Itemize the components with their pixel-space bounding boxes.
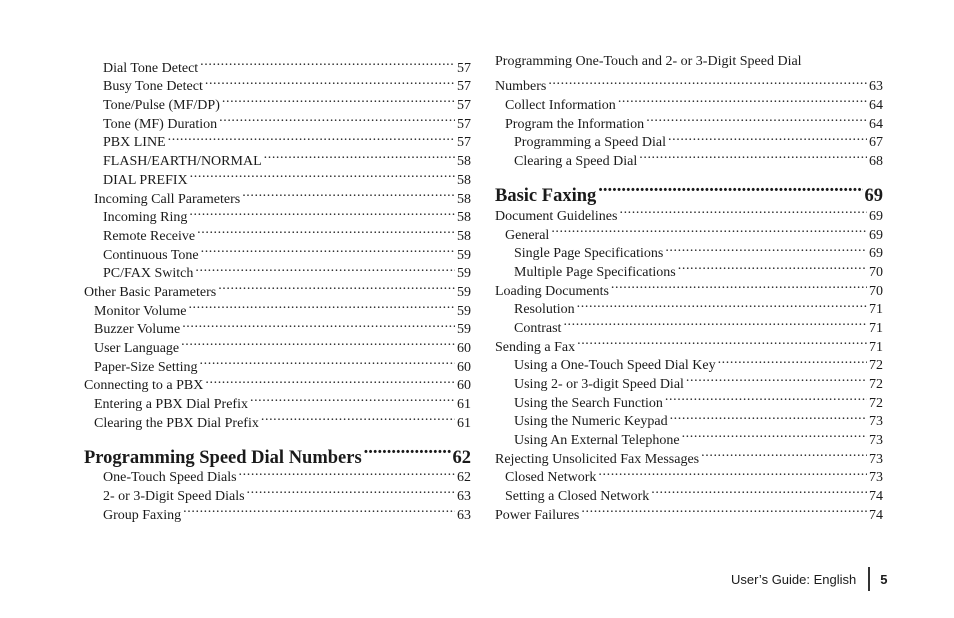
- dot-leader: [598, 171, 862, 201]
- toc-entry-page-number: 74: [869, 507, 883, 523]
- toc-entry-title: Programming One-Touch and 2- or 3-Digit Speed Dial: [495, 54, 802, 69]
- toc-entry-page-number: 57: [457, 60, 471, 76]
- dot-leader: [219, 109, 455, 128]
- dot-leader: [639, 146, 867, 165]
- toc-entry-title: Using a One-Touch Speed Dial Key: [514, 358, 716, 374]
- toc-entry-title: Monitor Volume: [94, 303, 187, 319]
- toc-entry[interactable]: [495, 72, 883, 95]
- toc-entry-title: PC/FAX Switch: [103, 266, 194, 282]
- dot-leader: [197, 221, 455, 240]
- footer-divider: [868, 567, 870, 591]
- toc-entry-page-number: 57: [457, 79, 471, 95]
- toc-entry-page-number: 60: [457, 359, 471, 375]
- toc-entry-page-number: 60: [457, 378, 471, 394]
- dot-leader: [188, 296, 455, 315]
- dot-leader: [611, 276, 867, 295]
- toc-entry-page-number: 72: [869, 358, 883, 374]
- dot-leader: [181, 333, 455, 352]
- dot-leader: [548, 72, 867, 91]
- toc-entry-page-number: 69: [869, 227, 883, 243]
- toc-entry-title: Resolution: [514, 302, 575, 318]
- toc-entry-title: Numbers: [495, 79, 547, 95]
- dot-leader: [668, 128, 867, 147]
- toc-entry-title: Closed Network: [505, 470, 597, 486]
- dot-leader: [618, 90, 867, 109]
- toc-entry-page-number: 61: [457, 415, 471, 431]
- dot-leader: [168, 128, 455, 147]
- toc-entry-page-number: 59: [457, 266, 471, 282]
- dot-leader: [682, 425, 867, 444]
- toc-entry-page-number: 71: [869, 302, 883, 318]
- toc-entry-title: Incoming Call Parameters: [94, 191, 241, 207]
- dot-leader: [200, 53, 455, 72]
- toc-section-heading[interactable]: [84, 433, 471, 468]
- toc-entry-page-number: 73: [869, 451, 883, 467]
- toc-entry[interactable]: [495, 90, 883, 114]
- toc-entry-title: Programming Speed Dial Numbers: [84, 447, 362, 468]
- dot-leader: [182, 315, 455, 334]
- toc-entry-page-number: 69: [869, 246, 883, 262]
- toc-entry-page-number: 59: [457, 284, 471, 300]
- toc-section-heading[interactable]: [495, 171, 883, 207]
- toc-entry-title: Remote Receive: [103, 228, 196, 244]
- dot-leader: [222, 90, 455, 109]
- toc-entry-title: User Language: [94, 341, 180, 356]
- dot-leader: [190, 165, 455, 184]
- dot-leader: [577, 295, 867, 314]
- dot-leader: [250, 389, 455, 408]
- guide-label: User’s Guide: English: [731, 571, 857, 587]
- dot-leader: [646, 109, 867, 128]
- toc-entry-page-number: 69: [864, 186, 883, 207]
- toc-entry-page-number: 58: [457, 172, 471, 188]
- toc-entry[interactable]: [495, 220, 883, 243]
- dot-leader: [678, 257, 867, 276]
- toc-right-column: [495, 53, 883, 523]
- toc-entry[interactable]: [84, 53, 471, 76]
- toc-entry-title: Contrast: [514, 320, 562, 336]
- toc-entry-page-number: 62: [457, 470, 471, 486]
- toc-entry-page-number: 70: [869, 264, 883, 280]
- dot-leader: [183, 500, 455, 519]
- toc-entry-page-number: 58: [457, 228, 471, 244]
- toc-entry-title: Incoming Ring: [103, 210, 188, 226]
- toc-entry[interactable]: [495, 239, 883, 262]
- dot-leader: [581, 500, 867, 519]
- dot-leader: [195, 259, 455, 278]
- dot-leader: [261, 408, 455, 427]
- toc-entry-title: Single Page Specifications: [514, 246, 664, 262]
- toc-entry-title: Using 2- or 3-digit Speed Dial: [514, 377, 684, 392]
- toc-entry-page-number: 60: [457, 341, 471, 356]
- toc-entry-page-number: 59: [457, 322, 471, 338]
- toc-left-column: [84, 53, 471, 523]
- toc-entry-page-number: 73: [869, 470, 883, 486]
- toc-entry-page-number: 67: [869, 135, 883, 151]
- toc-entry-title: Entering a PBX Dial Prefix: [94, 397, 248, 413]
- toc-entry-page-number: 63: [869, 79, 883, 95]
- page-footer: [731, 568, 887, 590]
- toc-entry[interactable]: [495, 53, 883, 72]
- toc-entry-title: Using An External Telephone: [514, 433, 680, 449]
- toc-entry-page-number: 73: [869, 433, 883, 449]
- toc-entry-title: Program the Information: [505, 116, 645, 132]
- toc-entry-title: Tone/Pulse (MF/DP): [103, 98, 220, 114]
- toc-entry-title: Using the Numeric Keypad: [514, 414, 668, 430]
- toc-entry-title: Setting a Closed Network: [505, 489, 650, 505]
- toc-entry-page-number: 59: [457, 303, 471, 319]
- dot-leader: [686, 369, 867, 388]
- toc-entry-page-number: 63: [457, 489, 471, 505]
- toc-entry-title: Document Guidelines: [495, 208, 618, 224]
- toc-entry-page-number: 72: [869, 395, 883, 411]
- toc-entry-page-number: 69: [869, 208, 883, 224]
- toc-entry-title: Buzzer Volume: [94, 322, 181, 338]
- dot-leader: [189, 203, 455, 222]
- dot-leader: [247, 481, 455, 500]
- toc-entry-title: Dial Tone Detect: [103, 60, 199, 76]
- toc-entry-title: Multiple Page Specifications: [514, 264, 676, 280]
- dot-leader: [205, 72, 455, 91]
- toc-entry-title: One-Touch Speed Dials: [103, 470, 237, 486]
- dot-leader: [665, 388, 867, 407]
- toc-entry-page-number: 57: [457, 135, 471, 151]
- toc-entry-page-number: 72: [869, 377, 883, 392]
- toc-entry-title: FLASH/EARTH/NORMAL: [103, 154, 262, 170]
- toc-entry-title: Connecting to a PBX: [84, 378, 204, 394]
- toc-entry-page-number: 58: [457, 154, 471, 170]
- dot-leader: [242, 184, 455, 203]
- toc-entry-page-number: 59: [457, 247, 471, 263]
- dot-leader: [619, 201, 867, 220]
- dot-leader: [701, 444, 867, 463]
- page-number: 5: [880, 571, 888, 587]
- toc-entry-title: 2- or 3-Digit Speed Dials: [103, 489, 245, 505]
- toc-entry-title: Basic Faxing: [495, 186, 597, 207]
- toc-entry-page-number: 62: [452, 447, 471, 468]
- dot-leader: [264, 146, 455, 165]
- dot-leader: [218, 277, 455, 296]
- toc-entry-page-number: 58: [457, 191, 471, 207]
- toc-entry-title: Power Failures: [495, 507, 580, 523]
- dot-leader: [665, 239, 867, 258]
- toc-entry-title: Clearing a Speed Dial: [514, 154, 638, 170]
- dot-leader: [201, 240, 455, 259]
- toc-entry-page-number: 57: [457, 98, 471, 114]
- toc-entry-title: Busy Tone Detect: [103, 79, 203, 95]
- dot-leader: [670, 407, 867, 426]
- toc-entry-page-number: 71: [869, 320, 883, 336]
- dot-leader: [598, 463, 867, 482]
- toc-entry-title: General: [505, 227, 550, 243]
- toc-entry-page-number: 57: [457, 116, 471, 132]
- dot-leader: [239, 463, 455, 482]
- toc-entry-page-number: 68: [869, 154, 883, 170]
- dot-leader: [364, 433, 451, 463]
- toc-entry-title: Paper-Size Setting: [94, 359, 198, 375]
- dot-leader: [718, 351, 867, 370]
- toc-entry-page-number: 63: [457, 507, 471, 523]
- dot-leader: [577, 332, 867, 351]
- dot-leader: [651, 481, 867, 500]
- dot-leader: [551, 220, 867, 239]
- toc-entry-page-number: 61: [457, 397, 471, 413]
- dot-leader: [563, 313, 867, 332]
- toc-entry-page-number: 74: [869, 489, 883, 505]
- toc-entry-title: Sending a Fax: [495, 339, 576, 355]
- toc-entry-title: Collect Information: [505, 98, 616, 114]
- toc-entry-page-number: 64: [869, 116, 883, 132]
- dot-leader: [205, 371, 455, 390]
- toc-entry-title: Loading Documents: [495, 283, 609, 299]
- toc-entry-page-number: 71: [869, 339, 883, 355]
- toc-entry-page-number: 64: [869, 98, 883, 114]
- toc-entry-title: Using the Search Function: [514, 395, 663, 411]
- toc-entry-title: Rejecting Unsolicited Fax Messages: [495, 451, 700, 467]
- dot-leader: [200, 352, 455, 371]
- toc-entry-title: PBX LINE: [103, 135, 166, 151]
- toc-entry-page-number: 58: [457, 210, 471, 226]
- toc-entry-title: Group Faxing: [103, 507, 182, 523]
- toc-entry-title: Continuous Tone: [103, 247, 199, 263]
- toc-entry-page-number: 73: [869, 414, 883, 430]
- toc-entry-title: Programming a Speed Dial: [514, 135, 667, 151]
- toc-entry-title: Other Basic Parameters: [84, 284, 217, 300]
- toc-entry-title: DIAL PREFIX: [103, 172, 188, 188]
- toc-entry-title: Clearing the PBX Dial Prefix: [94, 415, 259, 431]
- toc-entry-title: Tone (MF) Duration: [103, 116, 218, 132]
- toc-entry-page-number: 70: [869, 283, 883, 299]
